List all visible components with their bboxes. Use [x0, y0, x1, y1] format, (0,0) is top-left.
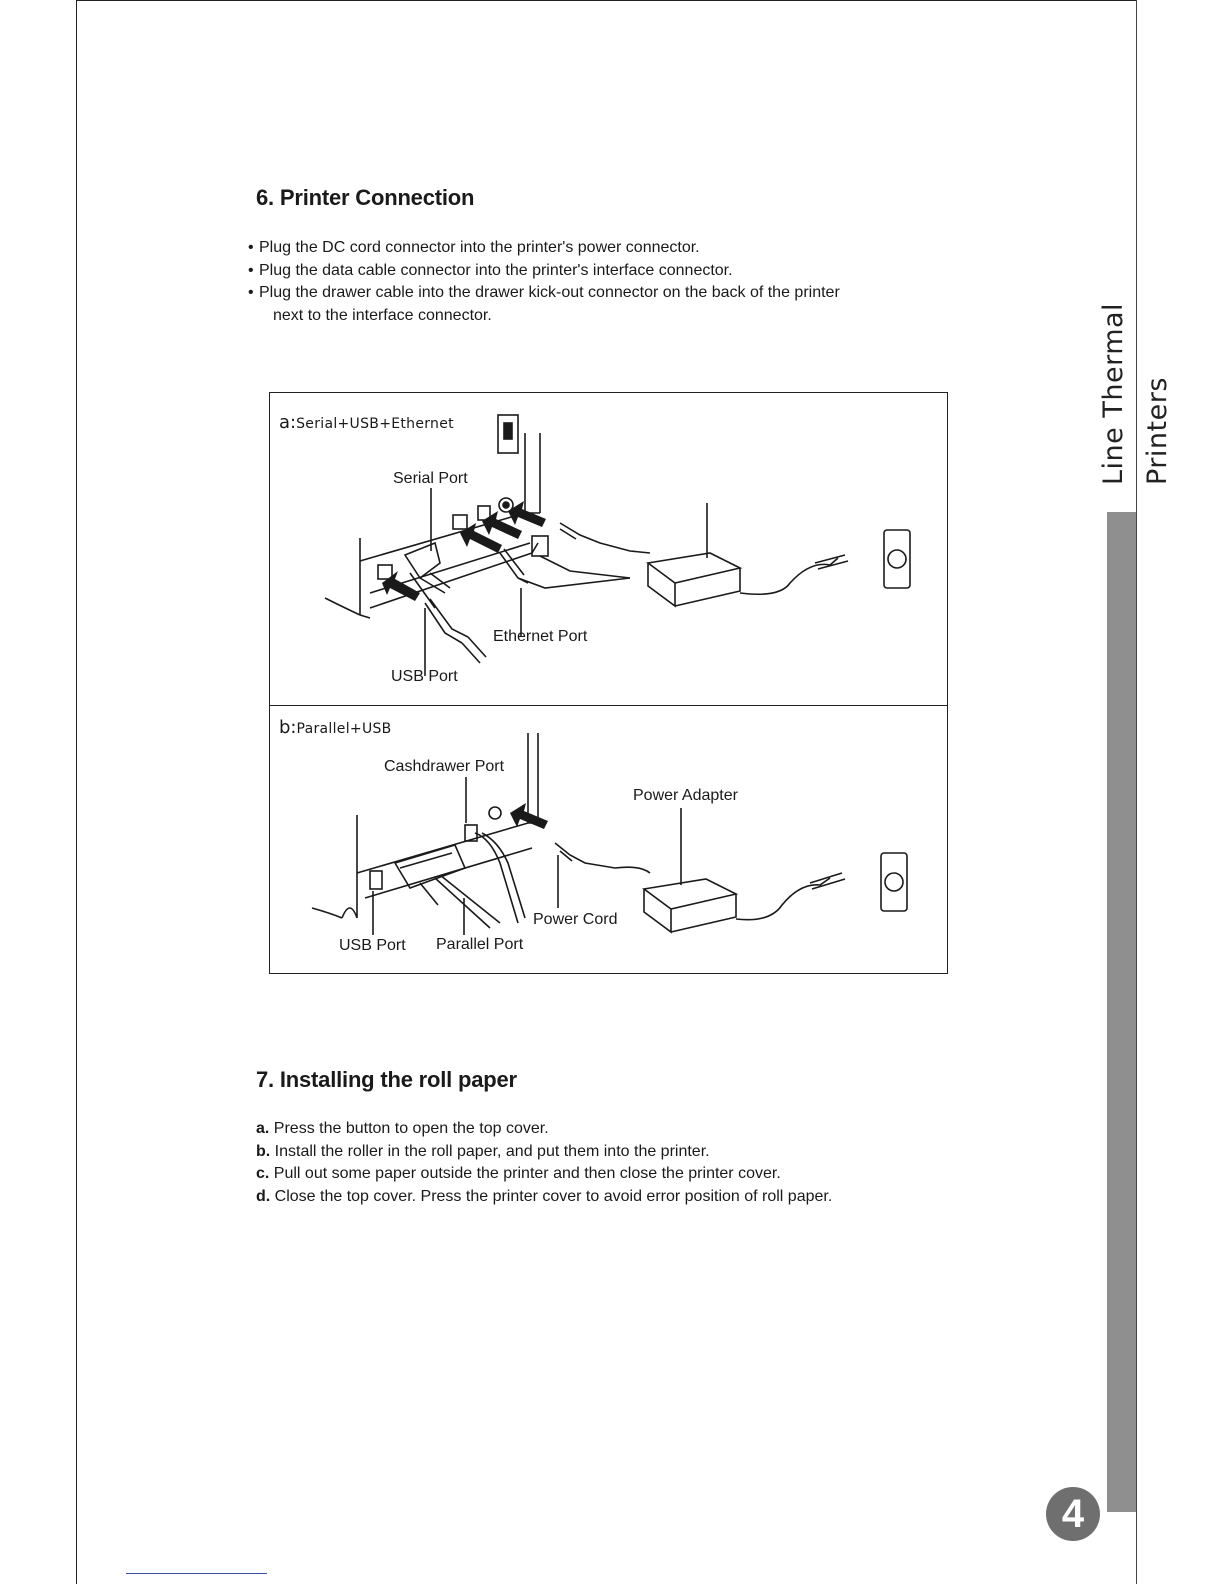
panel-letter: a:: [279, 412, 297, 433]
step-text: Close the top cover. Press the printer cover to avoid error position of roll paper.: [274, 1188, 833, 1206]
panel-title: Serial+USB+Ethernet: [296, 416, 454, 432]
label-power-adapter: Power Adapter: [633, 787, 738, 804]
page-border-left: [76, 0, 77, 1584]
label-cashdrawer-port: Cashdrawer Port: [384, 758, 505, 775]
panel-title: Parallel+USB: [296, 721, 392, 737]
arrow-icon: [510, 803, 548, 829]
step-key: d.: [256, 1188, 271, 1206]
panel-a-label: [279, 412, 454, 433]
connection-diagram: [270, 393, 947, 973]
side-tab-title: Line Thermal Printers: [1098, 302, 1173, 485]
section-7-title: 7. Installing the roll paper: [256, 1067, 517, 1092]
page-border-right: [1136, 0, 1137, 1584]
footer-rule: [126, 1573, 267, 1574]
connection-steps: [248, 237, 948, 327]
list-item: • Plug the DC cord connector into the printer's power connector.: [248, 237, 948, 260]
panel-b-label: [279, 717, 392, 738]
label-usb-port-a: USB Port: [391, 668, 458, 685]
label-usb-port-b: USB Port: [339, 937, 406, 954]
list-item: • Plug the data cable connector into the printer's interface connector.: [248, 260, 948, 283]
list-item: • Plug the drawer cable into the drawer kick-out connector on the back of the printer: [248, 282, 948, 305]
roll-paper-steps: [256, 1118, 832, 1209]
label-parallel-port: Parallel Port: [436, 936, 524, 953]
arrow-icon: [382, 501, 546, 601]
step-text: Press the button to open the top cover.: [273, 1120, 549, 1137]
step-key: a.: [256, 1120, 270, 1137]
step-text: Install the roller in the roll paper, and put them into the printer.: [274, 1142, 710, 1160]
list-item-continuation: next to the interface connector.: [273, 306, 492, 324]
label-serial-port: Serial Port: [393, 470, 468, 487]
list-item: [256, 1163, 832, 1186]
panel-letter: b:: [279, 717, 297, 738]
step-key: b.: [256, 1142, 271, 1160]
page-number: 4: [1046, 1487, 1100, 1541]
step-key: c.: [256, 1165, 270, 1183]
list-item: [256, 1141, 832, 1164]
list-item: [256, 1186, 832, 1209]
side-tab-bar: [1107, 512, 1136, 1512]
section-6-title: 6. Printer Connection: [256, 185, 475, 210]
panel-a-illustration: [325, 415, 910, 663]
list-item: [256, 1118, 832, 1141]
step-text: Pull out some paper outside the printer and then close the printer cover.: [273, 1165, 781, 1183]
label-ethernet-port: Ethernet Port: [493, 628, 588, 645]
label-power-cord: Power Cord: [533, 911, 618, 928]
page-border-top: [76, 0, 1137, 1]
